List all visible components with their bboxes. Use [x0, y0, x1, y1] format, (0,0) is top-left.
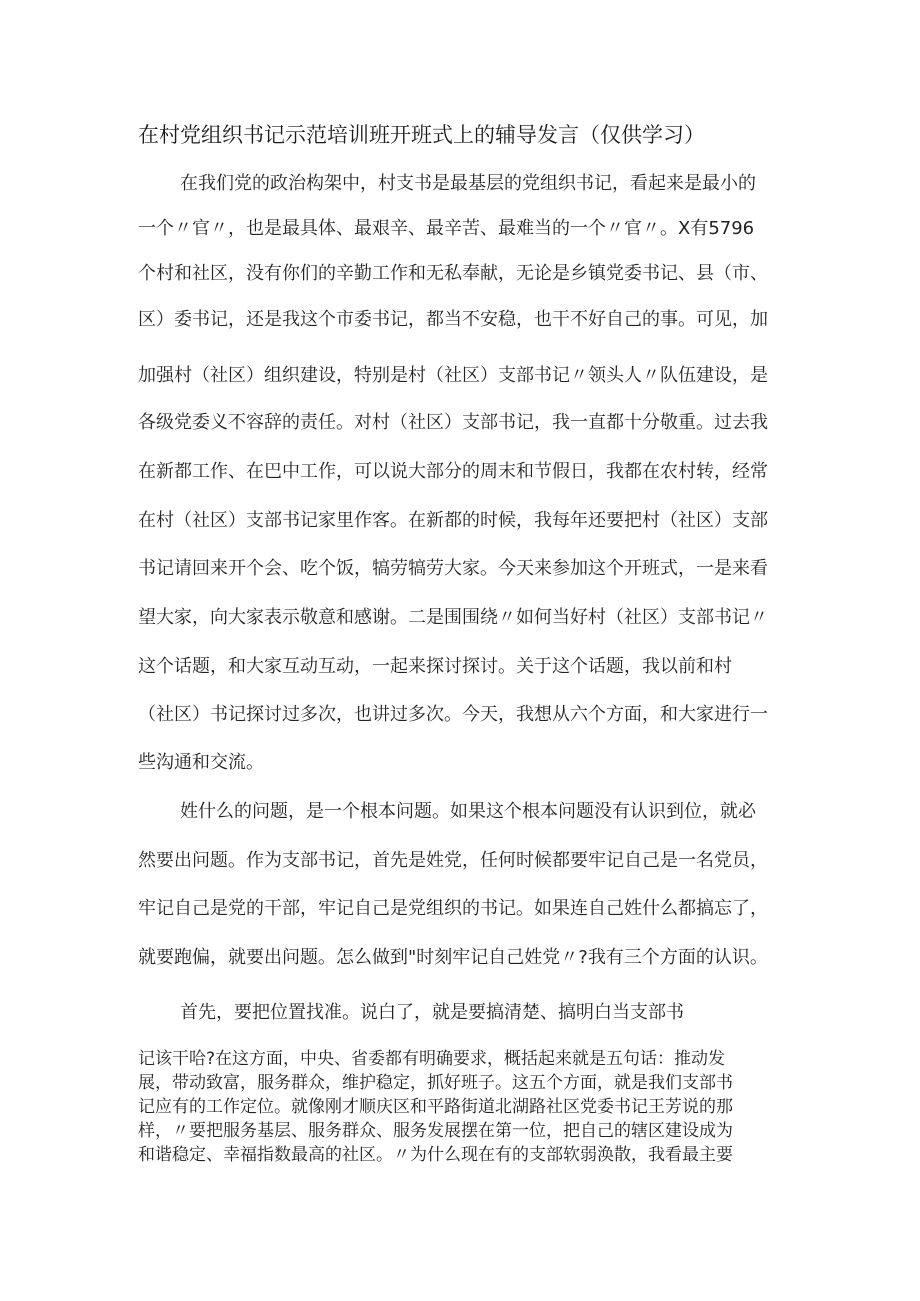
paragraph-4-line: 记应有的工作定位。就像刚才顺庆区和平路街道北湖路社区党委书记王芳说的那	[138, 1097, 733, 1117]
paragraph-2-line: 就要跑偏，就要出问题。怎么做到"时刻牢记自己姓党〃?我有三个方面的认识。	[138, 947, 768, 968]
paragraph-1-line: 个村和社区，没有你们的辛勤工作和无私奉献，无论是乡镇党委书记、县（市、	[138, 263, 768, 284]
paragraph-1-line: 区）委书记，还是我这个市委书记，都当不安稳，也干不好自己的事。可见，加	[138, 309, 768, 330]
paragraph-1-line: 一个〃官〃，也是最具体、最艰辛、最辛苦、最难当的一个〃官〃。X有5796	[138, 218, 755, 239]
paragraph-4-line: 展，带动致富，服务群众，维护稳定，抓好班子。这五个方面，就是我们支部书	[138, 1073, 733, 1093]
paragraph-1-line: 加强村（社区）组织建设，特别是村（社区）支部书记〃领头人〃队伍建设，是	[138, 365, 768, 386]
paragraph-2-line: 姓什么的问题，是一个根本问题。如果这个根本问题没有认识到位，就必	[180, 801, 756, 822]
paragraph-1-line: 在我们党的政治构架中，村支书是最基层的党组织书记，看起来是最小的	[180, 173, 756, 194]
paragraph-4-line: 和谐稳定、幸福指数最高的社区。〃为什么现在有的支部软弱涣散，我看最主要	[138, 1145, 733, 1165]
paragraph-3-line: 首先，要把位置找准。说白了，就是要搞清楚、搞明白当支部书	[180, 1002, 684, 1023]
paragraph-4-line: 记该干哈?在这方面，中央、省委都有明确要求，概括起来就是五句话：推动发	[138, 1049, 726, 1069]
paragraph-1-line: 些沟通和交流。	[138, 752, 264, 773]
paragraph-4-line: 样，〃要把服务基层、服务群众、服务发展摆在第一位，把自己的辖区建设成为	[138, 1121, 733, 1141]
paragraph-2-line: 牢记自己是党的干部，牢记自己是党组织的书记。如果连自己姓什么都搞忘了，	[138, 898, 768, 919]
document-title: 在村党组织书记示范培训班开班式上的辅导发言（仅供学习）	[138, 123, 705, 147]
paragraph-1-line: 在新都工作、在巴中工作，可以说大部分的周末和节假日，我都在农村转，经常	[138, 461, 768, 482]
paragraph-1-line: 各级党委义不容辞的责任。对村（社区）支部书记，我一直都十分敬重。过去我	[138, 412, 768, 433]
paragraph-2-line: 然要出问题。作为支部书记，首先是姓党，任何时候都要牢记自己是一名党员，	[138, 850, 768, 871]
paragraph-1-line: 书记请回来开个会、吃个饭，犒劳犒劳大家。今天来参加这个开班式，一是来看	[138, 558, 768, 579]
paragraph-1-line: 这个话题，和大家互动互动，一起来探讨探讨。关于这个话题，我以前和村	[138, 656, 732, 677]
paragraph-1-line: 望大家，向大家表示敬意和感谢。二是围围绕〃如何当好村（社区）支部书记〃	[138, 607, 768, 628]
paragraph-1-line: （社区）书记探讨过多次，也讲过多次。今天，我想从六个方面，和大家进行一	[138, 704, 768, 725]
paragraph-1-line: 在村（社区）支部书记家里作客。在新都的时候，我每年还要把村（社区）支部	[138, 510, 768, 531]
